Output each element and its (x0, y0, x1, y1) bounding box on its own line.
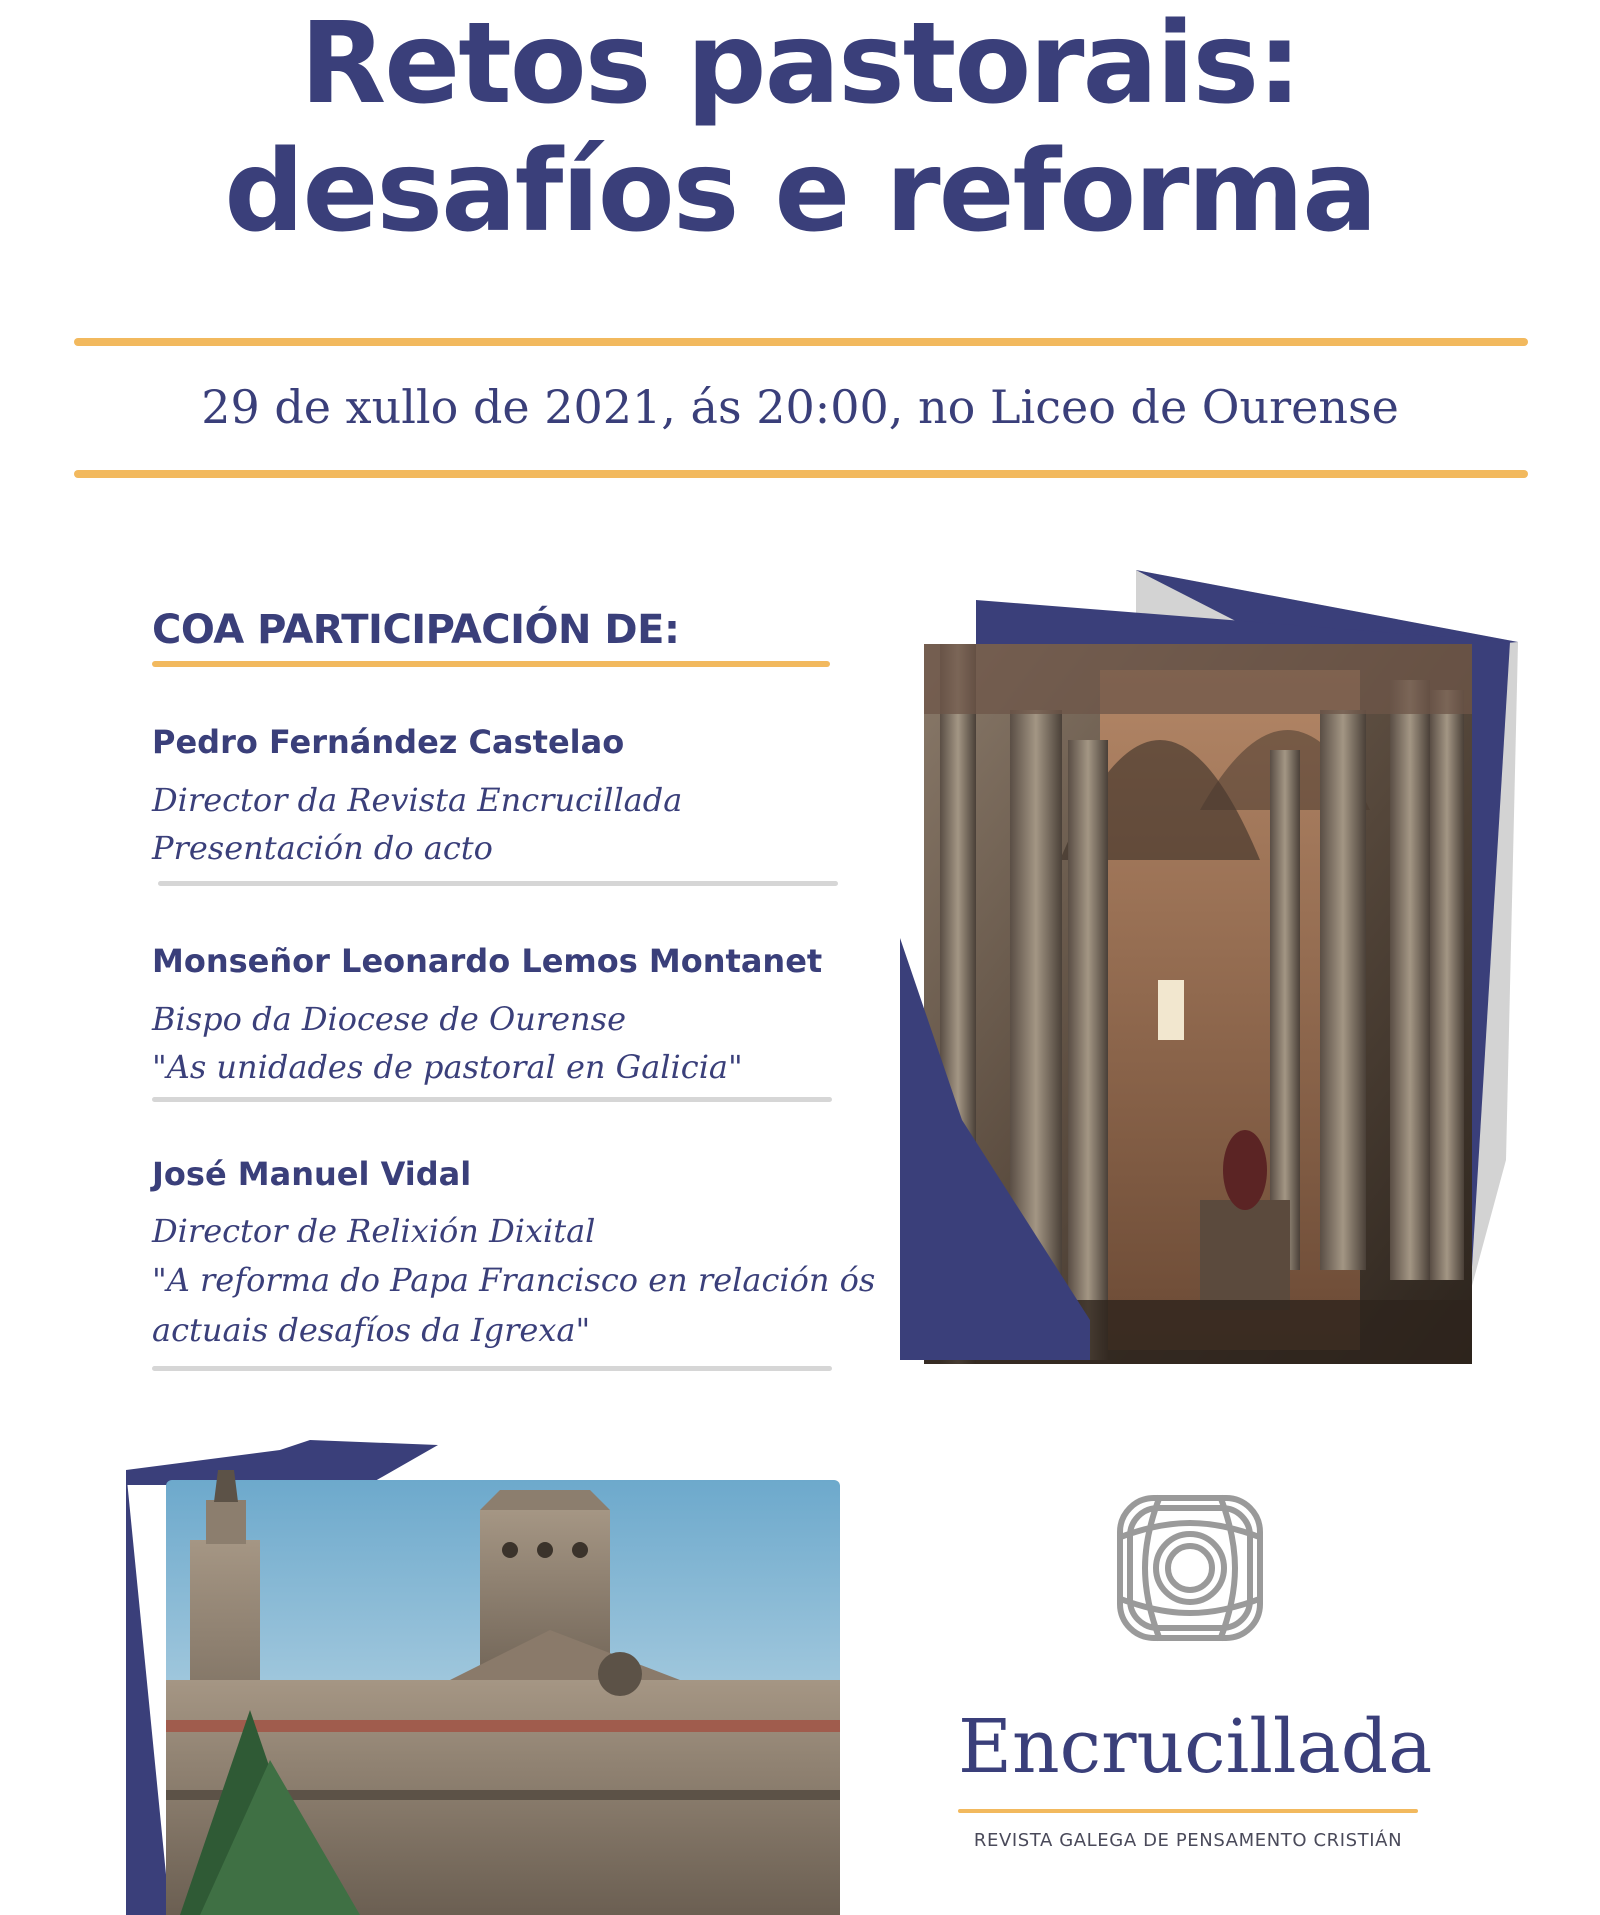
celtic-knot-icon (1100, 1478, 1280, 1658)
speaker-3-topic-line-2: actuais desafíos da Igrexa" (152, 1311, 591, 1349)
brand-name: Encrucillada (958, 1704, 1433, 1790)
speaker-2-divider (152, 1097, 832, 1102)
speaker-1-name: Pedro Fernández Castelao (152, 723, 625, 761)
participants-heading: COA PARTICIPACIÓN DE: (152, 607, 680, 653)
title-line-2: desafíos e reforma (224, 127, 1376, 257)
cathedral-exterior-photo-frame (120, 1430, 840, 1915)
speaker-1-divider (158, 881, 838, 886)
speaker-3-role: Director de Relixión Dixital (152, 1212, 596, 1250)
speaker-1-topic: Presentación do acto (152, 829, 493, 867)
participants-heading-rule (152, 661, 830, 667)
event-title (0, 0, 1600, 256)
brand-rule (958, 1809, 1418, 1813)
speaker-3-name: José Manuel Vidal (152, 1155, 472, 1193)
event-date-venue: 29 de xullo de 2021, ás 20:00, no Liceo de Ourense (201, 380, 1399, 434)
bottom-gold-rule (74, 470, 1528, 478)
speaker-2-name: Monseñor Leonardo Lemos Montanet (152, 942, 823, 980)
speaker-1-role: Director da Revista Encrucillada (152, 781, 683, 819)
top-gold-rule (74, 338, 1528, 346)
speaker-2-role: Bispo da Diocese de Ourense (152, 1000, 627, 1038)
speaker-3-divider (152, 1366, 832, 1371)
brand-tagline: REVISTA GALEGA DE PENSAMENTO CRISTIÁN (973, 1830, 1403, 1851)
title-line-1: Retos pastorais: (300, 0, 1300, 129)
speaker-3-topic-line-1: "A reforma do Papa Francisco en relación ós (152, 1261, 876, 1299)
cathedral-interior-photo-frame (900, 560, 1540, 1380)
speaker-2-topic: "As unidades de pastoral en Galicia" (152, 1048, 743, 1086)
